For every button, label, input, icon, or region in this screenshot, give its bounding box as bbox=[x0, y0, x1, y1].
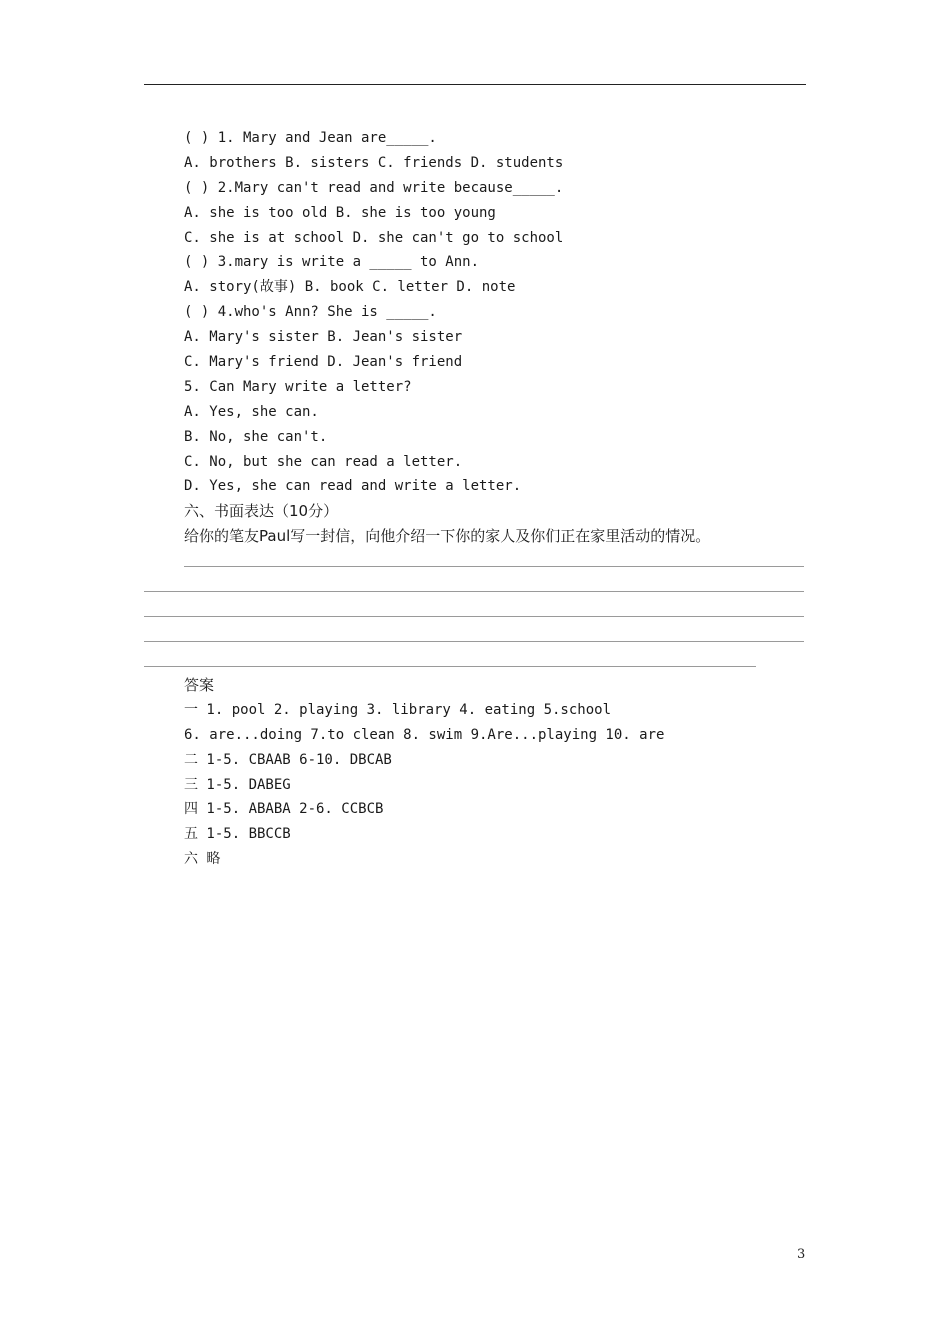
question-1-options: A. brothers B. sisters C. friends D. students bbox=[184, 154, 564, 171]
question-5: 5. Can Mary write a letter? bbox=[184, 378, 412, 395]
answer-line: 6. are...doing 7.to clean 8. swim 9.Are...playing 10. are bbox=[184, 726, 665, 743]
writing-line bbox=[144, 641, 804, 642]
writing-prompt: 给你的笔友Paul写一封信，向他介绍一下你的家人及你们正在家里活动的情况。 bbox=[184, 527, 711, 546]
question-5-option-c: C. No, but she can read a letter. bbox=[184, 453, 463, 470]
answer-line: 四 1-5. ABABA 2-6. CCBCB bbox=[184, 801, 384, 818]
answer-line: 五 1-5. BBCCB bbox=[184, 826, 291, 843]
question-2-options-ab: A. she is too old B. she is too young bbox=[184, 204, 496, 221]
question-3-options: A. story(故事) B. book C. letter D. note bbox=[184, 279, 516, 296]
writing-line bbox=[144, 616, 804, 617]
question-4-options-ab: A. Mary's sister B. Jean's sister bbox=[184, 329, 463, 346]
question-2: ( ) 2.Mary can't read and write because_____. bbox=[184, 179, 564, 196]
answer-line: 二 1-5. CBAAB 6-10. DBCAB bbox=[184, 751, 392, 768]
page-number: 3 bbox=[797, 1247, 806, 1262]
question-5-option-d: D. Yes, she can read and write a letter. bbox=[184, 478, 522, 495]
question-4: ( ) 4.who's Ann? She is _____. bbox=[184, 304, 437, 321]
answer-line: 三 1-5. DABEG bbox=[184, 776, 291, 793]
question-5-option-b: B. No, she can't. bbox=[184, 428, 328, 445]
answer-key bbox=[184, 673, 784, 872]
writing-line bbox=[144, 591, 804, 592]
answer-heading: 答案 bbox=[184, 676, 215, 694]
answer-line: 六 略 bbox=[184, 851, 221, 868]
header-rule bbox=[144, 84, 806, 85]
question-5-option-a: A. Yes, she can. bbox=[184, 403, 319, 420]
question-1: ( ) 1. Mary and Jean are_____. bbox=[184, 130, 437, 146]
question-4-options-cd: C. Mary's friend D. Jean's friend bbox=[184, 354, 463, 371]
reading-questions bbox=[184, 126, 824, 549]
question-3: ( ) 3.mary is write a _____ to Ann. bbox=[184, 254, 480, 271]
writing-heading: 六、书面表达（10分） bbox=[184, 502, 339, 521]
answer-line: 一 1. pool 2. playing 3. library 4. eating 5.school bbox=[184, 701, 612, 718]
question-2-options-cd: C. she is at school D. she can't go to school bbox=[184, 229, 564, 246]
writing-line bbox=[184, 566, 804, 567]
writing-line bbox=[144, 666, 756, 667]
